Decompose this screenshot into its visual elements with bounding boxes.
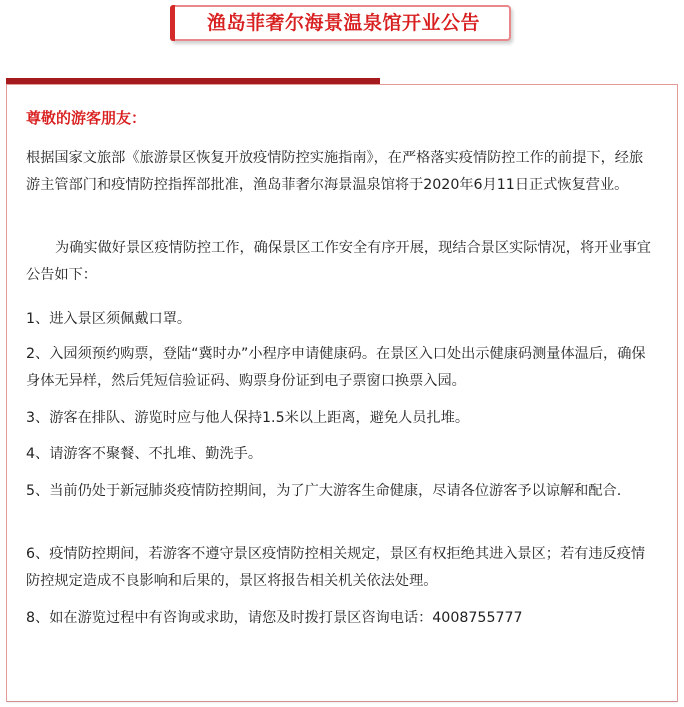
notice-item-8: 8、如在游览过程中有咨询或求助，请您及时拨打景区咨询电话：4008755777	[26, 610, 523, 626]
notice-item-6: 6、疫情防控期间，若游客不遵守景区疫情防控相关规定，景区有权拒绝其进入景区；若有违反疫情防控规定造成不良影响和后果的，景区将报告相关机关依法处理。	[26, 546, 646, 589]
notice-item-1: 1、进入景区须佩戴口罩。	[26, 311, 192, 327]
title-box	[170, 5, 511, 41]
notice-item-5: 5、当前仍处于新冠肺炎疫情防控期间，为了广大游客生命健康，尽请各位游客予以谅解和配合.	[26, 483, 622, 499]
announcement-panel	[6, 84, 678, 702]
notice-item-4: 4、请游客不聚餐、不扎堆、勤洗手。	[26, 446, 263, 462]
notice-item-3: 3、游客在排队、游览时应与他人保持1.5米以上距离，避免人员扎堆。	[26, 410, 470, 426]
paragraph-intro: 根据国家文旅部《旅游景区恢复开放疫情防控实施指南》，在严格落实疫情防控工作的前提下，经旅游主管部门和疫情防控指挥部批准，渔岛菲奢尔海景温泉馆将于2020年6月11日正式恢复营业。	[26, 150, 644, 193]
greeting: 尊敬的游客朋友：	[26, 109, 147, 127]
title-banner	[0, 0, 684, 50]
notice-item-2: 2、入园须预约购票，登陆“冀时办”小程序申请健康码。在景区入口处出示健康码测量体温后，确保身体无异样，然后凭短信验证码、购票身份证到电子票窗口换票入园。	[26, 346, 646, 389]
page-title: 渔岛菲奢尔海景温泉馆开业公告	[206, 12, 480, 34]
paragraph-preface: 为确实做好景区疫情防控工作，确保景区工作安全有序开展，现结合景区实际情况，将开业事宜公告如下：	[26, 240, 651, 283]
